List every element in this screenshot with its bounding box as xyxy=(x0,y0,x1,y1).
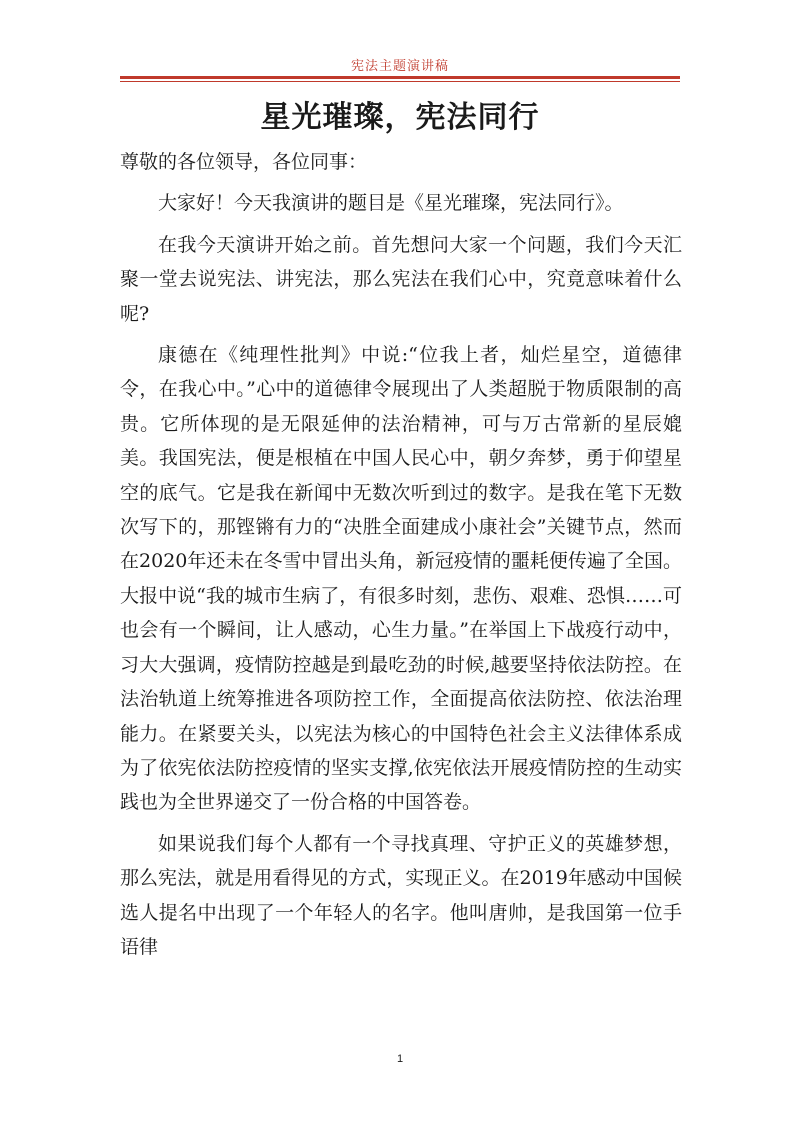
document-title: 星光璀璨，宪法同行 xyxy=(260,100,540,135)
document-body xyxy=(120,145,682,971)
paragraph: 大家好！今天我演讲的题目是《星光璀璨，宪法同行》。 xyxy=(158,192,624,215)
page-number: 1 xyxy=(396,1053,404,1065)
salutation: 尊敬的各位领导，各位同事： xyxy=(120,151,368,173)
paragraph: 如果说我们每个人都有一个寻找真理、守护正义的英雄梦想，那么宪法，就是用看得见的方式，实现正义。在2019年感动中国候选人提名中出现了一个年轻人的名字。他叫唐帅，是我国第一位手语律 xyxy=(120,832,682,958)
header-rule xyxy=(120,76,680,79)
header-rule-thin xyxy=(120,81,680,82)
paragraph: 在我今天演讲开始之前。首先想问大家一个问题，我们今天汇聚一堂去说宪法、讲宪法，那么宪法在我们心中，究竟意味着什么呢? xyxy=(120,233,682,325)
page-header-title: 宪法主题演讲稿 xyxy=(350,59,449,74)
paragraph: 康德在《纯理性批判》中说:“位我上者，灿烂星空，道德律令，在我心中。”心中的道德律令展现出了人类超脱于物质限制的高贵。它所体现的是无限延伸的法治精神，可与万古常新的星辰媲美。我国宪法，便是根植在中国人民心中，朝夕奔梦，勇于仰望星空的底气。它是我在新闻中无数次听到过的数字。是我在笔下无数次写下的，那铿锵有力的“决胜全面建成小康社会”关键节点，然而在2020年还未在冬雪中冒出头角，新冠疫情的噩耗便传遍了全国。大报中说“我的城市生病了，有很多时刻，悲伤、艰难、恐惧……可也会有一个瞬间，让人感动，心生力量。”在举国上下战疫行动中，习大大强调，疫情防控越是到最吃劲的时候,越要坚持依法防控。在法治轨道上统筹推进各项防控工作，全面提高依法防控、依法治理能力。在紧要关头，以宪法为核心的中国特色社会主义法律体系成为了依宪依法防控疫情的坚实支撑,依宪依法开展疫情防控的生动实践也为全世界递交了一份合格的中国答卷。 xyxy=(120,344,682,814)
